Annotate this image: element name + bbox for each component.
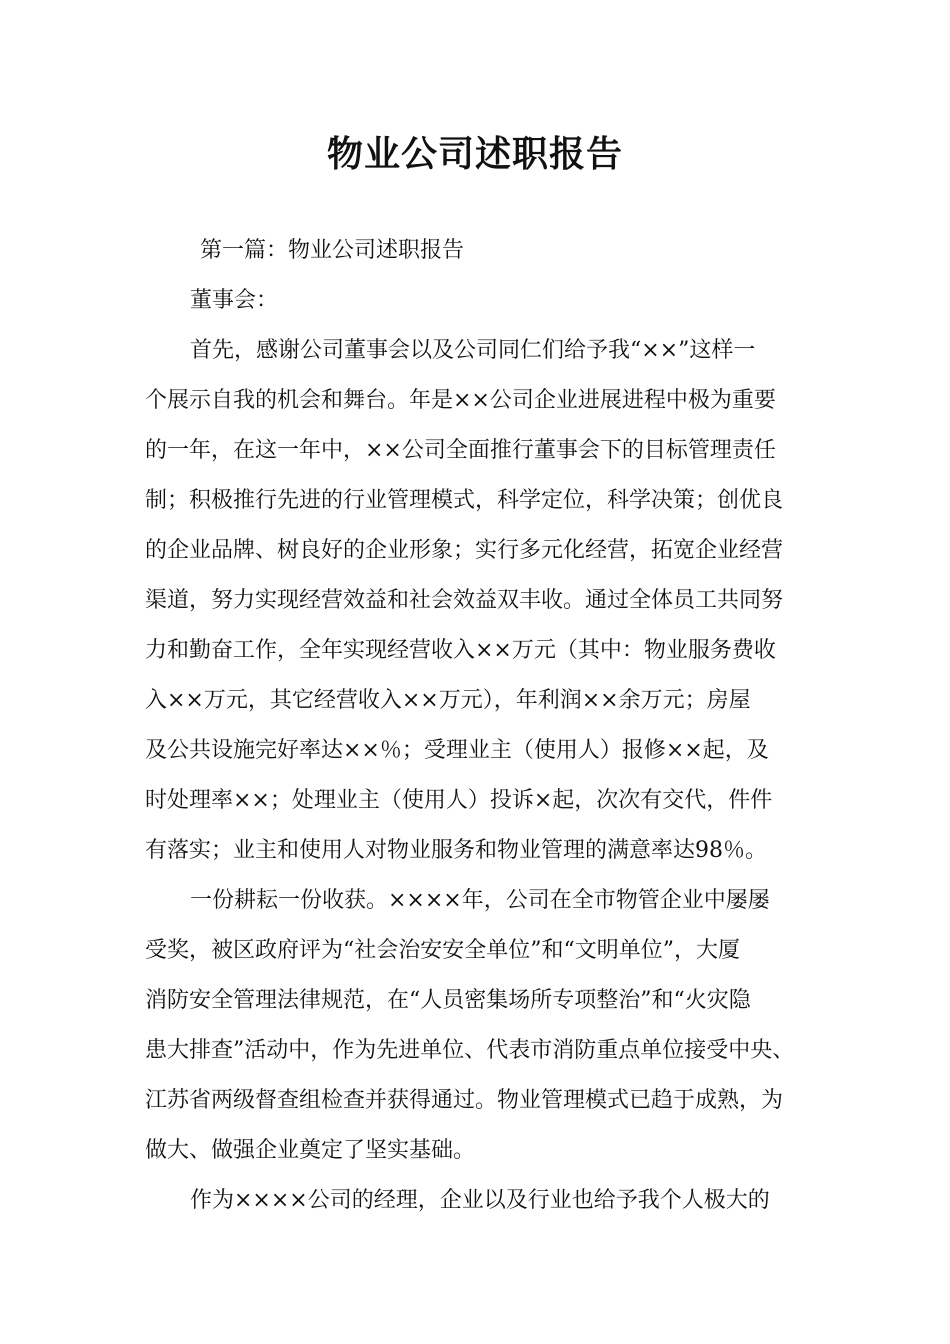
body-line: 个展示自我的机会和舞台。年是××公司企业进展进程中极为重要 (145, 388, 776, 413)
body-line: 首先，感谢公司董事会以及公司同仁们给予我“××”这样一 (190, 338, 756, 363)
body-line: 一份耕耘一份收获。××××年，公司在全市物管企业中屡屡 (190, 888, 770, 913)
body-line: 渠道，努力实现经营效益和社会效益双丰收。通过全体员工共同努 (145, 588, 784, 613)
salutation: 董事会： (190, 288, 279, 313)
body-line: 江苏省两级督查组检查并获得通过。物业管理模式已趋于成熟，为 (145, 1088, 784, 1113)
body-line: 力和勤奋工作，全年实现经营收入××万元（其中：物业服务费收 (145, 638, 776, 663)
body-line: 制；积极推行先进的行业管理模式，科学定位，科学决策；创优良 (145, 488, 784, 513)
body-line: 时处理率××；处理业主（使用人）投诉×起，次次有交代，件件 (145, 788, 773, 813)
body-line: 有落实；业主和使用人对物业服务和物业管理的满意率达98％。 (145, 838, 767, 863)
body-line: 受奖，被区政府评为“社会治安安全单位”和“文明单位”，大厦 (145, 938, 740, 963)
body-line: 做大、做强企业奠定了坚实基础。 (145, 1138, 476, 1163)
document-subtitle: 第一篇：物业公司述职报告 (200, 238, 465, 263)
body-line: 的企业品牌、树良好的企业形象；实行多元化经营，拓宽企业经营 (145, 538, 784, 563)
body-line: 入××万元，其它经营收入××万元），年利润××余万元；房屋 (145, 688, 751, 713)
body-line: 作为××××公司的经理，企业以及行业也给予我个人极大的 (190, 1188, 770, 1213)
body-line: 消防安全管理法律规范，在“人员密集场所专项整治”和“火灾隐 (145, 988, 751, 1013)
body-line: 的一年，在这一年中，××公司全面推行董事会下的目标管理责任 (145, 438, 776, 463)
body-line: 患大排查”活动中，作为先进单位、代表市消防重点单位接受中央、 (145, 1038, 795, 1063)
body-line: 及公共设施完好率达××％；受理业主（使用人）报修××起，及 (145, 738, 769, 763)
document-title: 物业公司述职报告 (326, 134, 623, 175)
